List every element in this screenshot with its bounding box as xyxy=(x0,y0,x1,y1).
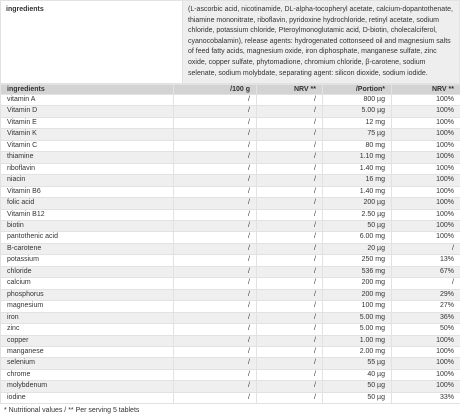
table-cell: / xyxy=(174,129,257,140)
table-row xyxy=(1,392,460,403)
table-cell: / xyxy=(174,140,257,151)
table-cell: / xyxy=(174,358,257,369)
table-row xyxy=(1,278,460,289)
table-cell: 6.00 mg xyxy=(323,232,392,243)
footnote: * Nutritional values / ** Per serving 5 tablets xyxy=(4,407,140,414)
table-cell: 100% xyxy=(392,220,460,231)
table-cell: vitamin A xyxy=(1,95,174,106)
table-cell: thiamine xyxy=(1,152,174,163)
column-header-ingredients: ingredients xyxy=(1,85,174,95)
table-cell: / xyxy=(257,209,323,220)
table-cell: copper xyxy=(1,335,174,346)
table-cell: / xyxy=(174,243,257,254)
table-cell: / xyxy=(257,266,323,277)
table-cell: 27% xyxy=(392,301,460,312)
table-row xyxy=(1,220,460,231)
table-cell: / xyxy=(174,381,257,392)
ingredients-box xyxy=(0,0,460,84)
table-cell: phosphorus xyxy=(1,289,174,300)
table-cell: / xyxy=(174,312,257,323)
table-row xyxy=(1,312,460,323)
table-cell: 2.50 µg xyxy=(323,209,392,220)
table-cell: 100% xyxy=(392,186,460,197)
table-row xyxy=(1,335,460,346)
table-cell: / xyxy=(174,117,257,128)
table-row xyxy=(1,95,460,106)
table-cell: 55 µg xyxy=(323,358,392,369)
table-cell: / xyxy=(257,106,323,117)
table-cell: 36% xyxy=(392,312,460,323)
nutrition-table-header xyxy=(1,85,460,95)
table-cell: / xyxy=(257,232,323,243)
table-row xyxy=(1,381,460,392)
table-cell: / xyxy=(174,255,257,266)
nutrition-table xyxy=(0,84,460,404)
table-cell: 100% xyxy=(392,209,460,220)
table-cell: 100% xyxy=(392,129,460,140)
table-cell: / xyxy=(257,392,323,403)
table-cell: / xyxy=(257,301,323,312)
table-cell: / xyxy=(174,369,257,380)
column-header-per-portion: /Portion* xyxy=(323,85,392,95)
table-cell: B-carotene xyxy=(1,243,174,254)
table-cell: 100% xyxy=(392,369,460,380)
table-cell: / xyxy=(257,198,323,209)
table-cell: 100% xyxy=(392,152,460,163)
table-cell: / xyxy=(257,381,323,392)
table-cell: molybdenum xyxy=(1,381,174,392)
table-row xyxy=(1,369,460,380)
table-cell: 1.40 mg xyxy=(323,163,392,174)
table-cell: / xyxy=(174,163,257,174)
table-row xyxy=(1,301,460,312)
table-cell: / xyxy=(257,220,323,231)
table-cell: 5.00 mg xyxy=(323,324,392,335)
table-cell: Vitamin E xyxy=(1,117,174,128)
table-row xyxy=(1,117,460,128)
table-cell: / xyxy=(174,266,257,277)
table-cell: / xyxy=(257,255,323,266)
table-cell: Vitamin D xyxy=(1,106,174,117)
table-cell: / xyxy=(174,106,257,117)
table-cell: 100% xyxy=(392,232,460,243)
table-cell: / xyxy=(174,95,257,106)
table-row xyxy=(1,289,460,300)
table-row xyxy=(1,243,460,254)
table-cell: zinc xyxy=(1,324,174,335)
table-cell: 100% xyxy=(392,346,460,357)
table-cell: magnesium xyxy=(1,301,174,312)
table-row xyxy=(1,152,460,163)
table-row xyxy=(1,106,460,117)
table-cell: chrome xyxy=(1,369,174,380)
table-cell: riboflavin xyxy=(1,163,174,174)
table-cell: / xyxy=(257,335,323,346)
table-row xyxy=(1,232,460,243)
table-cell: calcium xyxy=(1,278,174,289)
table-cell: biotin xyxy=(1,220,174,231)
table-row xyxy=(1,163,460,174)
table-cell: 50% xyxy=(392,324,460,335)
table-cell: / xyxy=(174,175,257,186)
table-cell: / xyxy=(174,209,257,220)
table-row xyxy=(1,209,460,220)
table-row xyxy=(1,324,460,335)
column-header-nrv-portion: NRV ** xyxy=(392,85,460,95)
table-cell: / xyxy=(392,278,460,289)
table-row xyxy=(1,266,460,277)
table-cell: Vitamin C xyxy=(1,140,174,151)
table-cell: / xyxy=(257,152,323,163)
table-row xyxy=(1,129,460,140)
table-cell: / xyxy=(257,163,323,174)
table-cell: / xyxy=(174,324,257,335)
table-row xyxy=(1,198,460,209)
table-row xyxy=(1,140,460,151)
table-cell: 5.00 mg xyxy=(323,312,392,323)
table-cell: 13% xyxy=(392,255,460,266)
table-cell: / xyxy=(257,312,323,323)
table-cell: / xyxy=(174,289,257,300)
table-cell: / xyxy=(174,152,257,163)
table-cell: 20 µg xyxy=(323,243,392,254)
table-row xyxy=(1,358,460,369)
table-cell: / xyxy=(257,369,323,380)
table-cell: 1.10 mg xyxy=(323,152,392,163)
table-cell: / xyxy=(174,335,257,346)
table-cell: / xyxy=(257,95,323,106)
table-cell: 1.00 mg xyxy=(323,335,392,346)
table-cell: 2.00 mg xyxy=(323,346,392,357)
ingredients-box-text: (L-ascorbic acid, nicotinamide, DL-alpha-tocopheryl acetate, calcium-dopantothenate, thiamine mononitrate, riboflavin, pyridoxine hydrochloride, retinyl acetate, sodium chloride, potassium chloride, Pteroylmonoglutamic acid, D-biotin, cholecalciferol, cyanocobalamin), release agents: hydrogenated cottonseed oil and magnesium salts of feed fatty acids, magnesium oxide, iron diphosphate, manganese sulfate, zinc oxide, copper sulfate, phytomadione, chromium chloride, β-carotene, sodium selenate, sodium molybdate, separating agent: silicon dioxide, sodium iodide. xyxy=(183,1,460,84)
table-cell: / xyxy=(392,243,460,254)
table-cell: chloride xyxy=(1,266,174,277)
table-cell: Vitamin B6 xyxy=(1,186,174,197)
table-cell: iron xyxy=(1,312,174,323)
table-cell: 80 mg xyxy=(323,140,392,151)
table-cell: manganese xyxy=(1,346,174,357)
table-cell: / xyxy=(174,346,257,357)
table-cell: 100% xyxy=(392,335,460,346)
table-cell: 200 mg xyxy=(323,289,392,300)
table-row xyxy=(1,175,460,186)
table-cell: 100 mg xyxy=(323,301,392,312)
table-cell: / xyxy=(257,186,323,197)
table-cell: 100% xyxy=(392,106,460,117)
table-cell: / xyxy=(174,392,257,403)
table-cell: / xyxy=(257,129,323,140)
table-cell: / xyxy=(257,358,323,369)
table-cell: selenium xyxy=(1,358,174,369)
table-cell: 5.00 µg xyxy=(323,106,392,117)
table-cell: 536 mg xyxy=(323,266,392,277)
table-cell: 50 µg xyxy=(323,392,392,403)
table-cell: 200 mg xyxy=(323,278,392,289)
table-cell: 100% xyxy=(392,117,460,128)
table-cell: 100% xyxy=(392,163,460,174)
table-cell: / xyxy=(174,232,257,243)
table-cell: 100% xyxy=(392,198,460,209)
table-cell: 200 µg xyxy=(323,198,392,209)
table-cell: 16 mg xyxy=(323,175,392,186)
table-cell: / xyxy=(257,140,323,151)
table-cell: 800 µg xyxy=(323,95,392,106)
table-cell: 100% xyxy=(392,358,460,369)
table-cell: / xyxy=(257,278,323,289)
table-cell: / xyxy=(174,278,257,289)
table-cell: folic acid xyxy=(1,198,174,209)
table-cell: pantothenic acid xyxy=(1,232,174,243)
table-cell: 50 µg xyxy=(323,381,392,392)
table-cell: / xyxy=(174,198,257,209)
table-cell: / xyxy=(257,175,323,186)
table-cell: / xyxy=(257,324,323,335)
table-cell: 100% xyxy=(392,175,460,186)
table-row xyxy=(1,255,460,266)
table-cell: 40 µg xyxy=(323,369,392,380)
table-cell: Vitamin B12 xyxy=(1,209,174,220)
table-cell: / xyxy=(174,301,257,312)
table-row xyxy=(1,346,460,357)
table-cell: 29% xyxy=(392,289,460,300)
table-cell: / xyxy=(257,289,323,300)
table-cell: iodine xyxy=(1,392,174,403)
table-cell: / xyxy=(257,243,323,254)
table-cell: 33% xyxy=(392,392,460,403)
table-cell: / xyxy=(257,346,323,357)
table-cell: 75 µg xyxy=(323,129,392,140)
table-cell: 50 µg xyxy=(323,220,392,231)
ingredients-box-label: ingredients xyxy=(1,1,183,84)
table-cell: 100% xyxy=(392,140,460,151)
table-cell: 100% xyxy=(392,95,460,106)
column-header-nrv-100g: NRV ** xyxy=(257,85,323,95)
table-cell: niacin xyxy=(1,175,174,186)
table-cell: Vitamin K xyxy=(1,129,174,140)
table-cell: / xyxy=(174,220,257,231)
table-cell: 250 mg xyxy=(323,255,392,266)
table-cell: 1.40 mg xyxy=(323,186,392,197)
table-cell: 67% xyxy=(392,266,460,277)
table-cell: potassium xyxy=(1,255,174,266)
table-cell: / xyxy=(257,117,323,128)
table-row xyxy=(1,186,460,197)
table-cell: 12 mg xyxy=(323,117,392,128)
table-cell: / xyxy=(174,186,257,197)
table-cell: 100% xyxy=(392,381,460,392)
column-header-per-100g: /100 g xyxy=(174,85,257,95)
